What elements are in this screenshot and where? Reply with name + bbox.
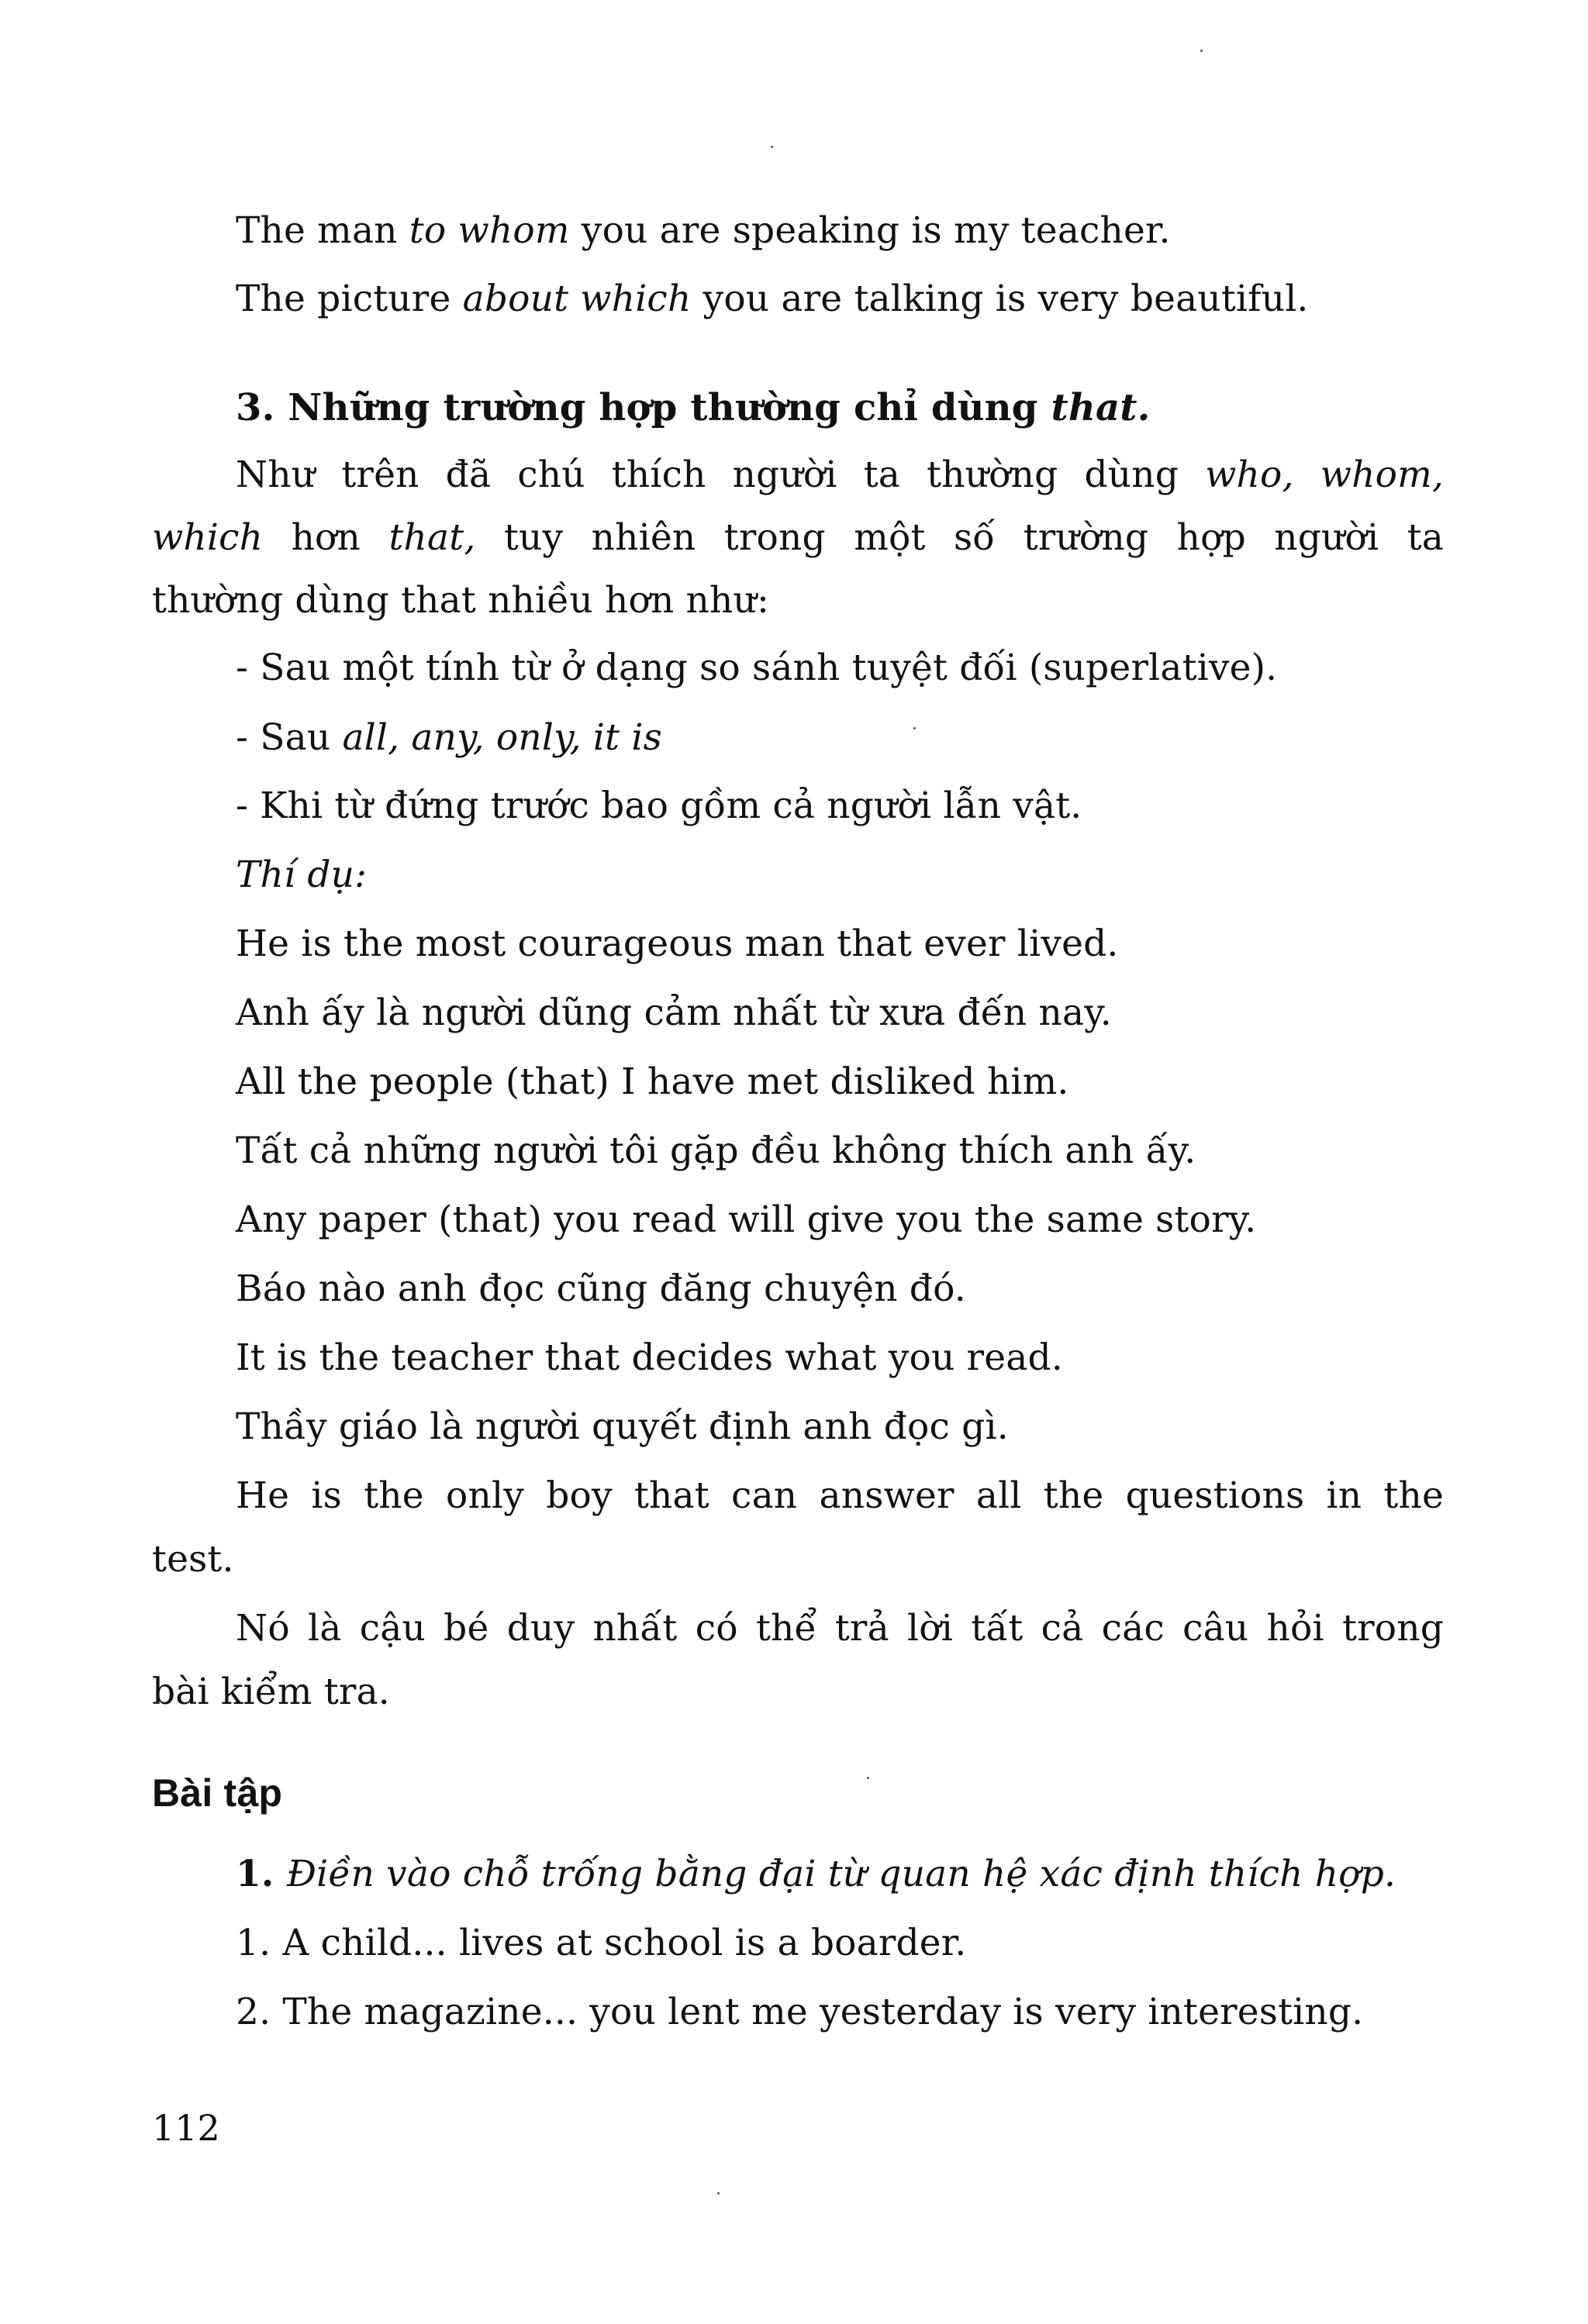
- scan-speck: [771, 146, 773, 148]
- text-segment: The picture: [236, 278, 463, 320]
- scan-speck: [913, 727, 916, 729]
- italic-phrase: who, whom,: [1205, 453, 1445, 496]
- example-sentence-to-whom: [236, 208, 1171, 254]
- page-number: 112: [152, 2107, 220, 2149]
- text-segment: - Sau: [236, 716, 343, 759]
- italic-phrase: to whom: [409, 209, 570, 252]
- section-heading-3: [236, 384, 1151, 431]
- exercise-heading: Bài tập: [152, 1771, 283, 1815]
- instruction-number: 1.: [236, 1853, 288, 1895]
- example-vi-5-line-1: Nó là cậu bé duy nhất có thể trả lời tất cả các câu hỏi trong: [236, 1607, 1444, 1650]
- heading-text: 3. Những trường hợp thường chỉ dùng: [236, 386, 1051, 429]
- heading-italic: that.: [1051, 386, 1151, 429]
- example-vi-4: Thầy giáo là người quyết định anh đọc gì.: [236, 1405, 1009, 1448]
- exercise-item-2: 2. The magazine... you lent me yesterday is very interesting.: [236, 1991, 1364, 2033]
- paragraph-line-1: [236, 452, 1444, 498]
- italic-word: that,: [388, 516, 476, 559]
- example-en-3: Any paper (that) you read will give you the same story.: [236, 1198, 1257, 1241]
- example-en-5-line-2: test.: [152, 1538, 234, 1581]
- scan-speck: [867, 1777, 869, 1779]
- example-vi-3: Báo nào anh đọc cũng đăng chuyện đó.: [236, 1267, 966, 1310]
- example-label: [236, 852, 367, 898]
- italic-phrase: all, any, only, it is: [342, 716, 662, 759]
- italic-phrase: about which: [462, 278, 692, 320]
- italic-label: Thí dụ:: [236, 853, 368, 896]
- example-en-2: All the people (that) I have met disliked him.: [236, 1060, 1069, 1103]
- example-vi-2: Tất cả những người tôi gặp đều không thích anh ấy.: [236, 1129, 1196, 1172]
- example-sentence-about-which: [236, 276, 1309, 322]
- exercise-instruction: [236, 1851, 1396, 1898]
- text-segment: tuy nhiên trong một số trường hợp người ta: [475, 516, 1445, 559]
- scan-speck: [717, 2192, 720, 2195]
- paragraph-line-2: [152, 515, 1444, 561]
- bullet-person-and-thing: - Khi từ đứng trước bao gồm cả người lẫn vật.: [236, 784, 1082, 827]
- text-segment: The man: [236, 209, 409, 252]
- text-segment: you are talking is very beautiful.: [691, 278, 1309, 320]
- exercise-item-1: 1. A child... lives at school is a boarder.: [236, 1922, 967, 1964]
- bullet-superlative: - Sau một tính từ ở dạng so sánh tuyệt đối (superlative).: [236, 647, 1278, 689]
- bullet-all-any-only: [236, 715, 662, 761]
- instruction-text: Điền vào chỗ trống bằng đại từ quan hệ xác định thích hợp.: [287, 1853, 1396, 1895]
- text-segment: you are speaking is my teacher.: [569, 209, 1171, 252]
- italic-word: which: [152, 516, 264, 559]
- text-segment: Như trên đã chú thích người ta thường dùng: [236, 453, 1206, 496]
- example-vi-1: Anh ấy là người dũng cảm nhất từ xưa đến nay.: [236, 991, 1112, 1034]
- example-en-5-line-1: He is the only boy that can answer all the questions in the: [236, 1474, 1444, 1517]
- text-segment: hơn: [263, 516, 389, 559]
- example-en-4: It is the teacher that decides what you read.: [236, 1336, 1063, 1379]
- example-en-1: He is the most courageous man that ever lived.: [236, 922, 1119, 965]
- paragraph-line-3: thường dùng that nhiều hơn như:: [152, 579, 769, 622]
- scan-speck: [1200, 50, 1203, 52]
- example-vi-5-line-2: bài kiểm tra.: [152, 1671, 390, 1713]
